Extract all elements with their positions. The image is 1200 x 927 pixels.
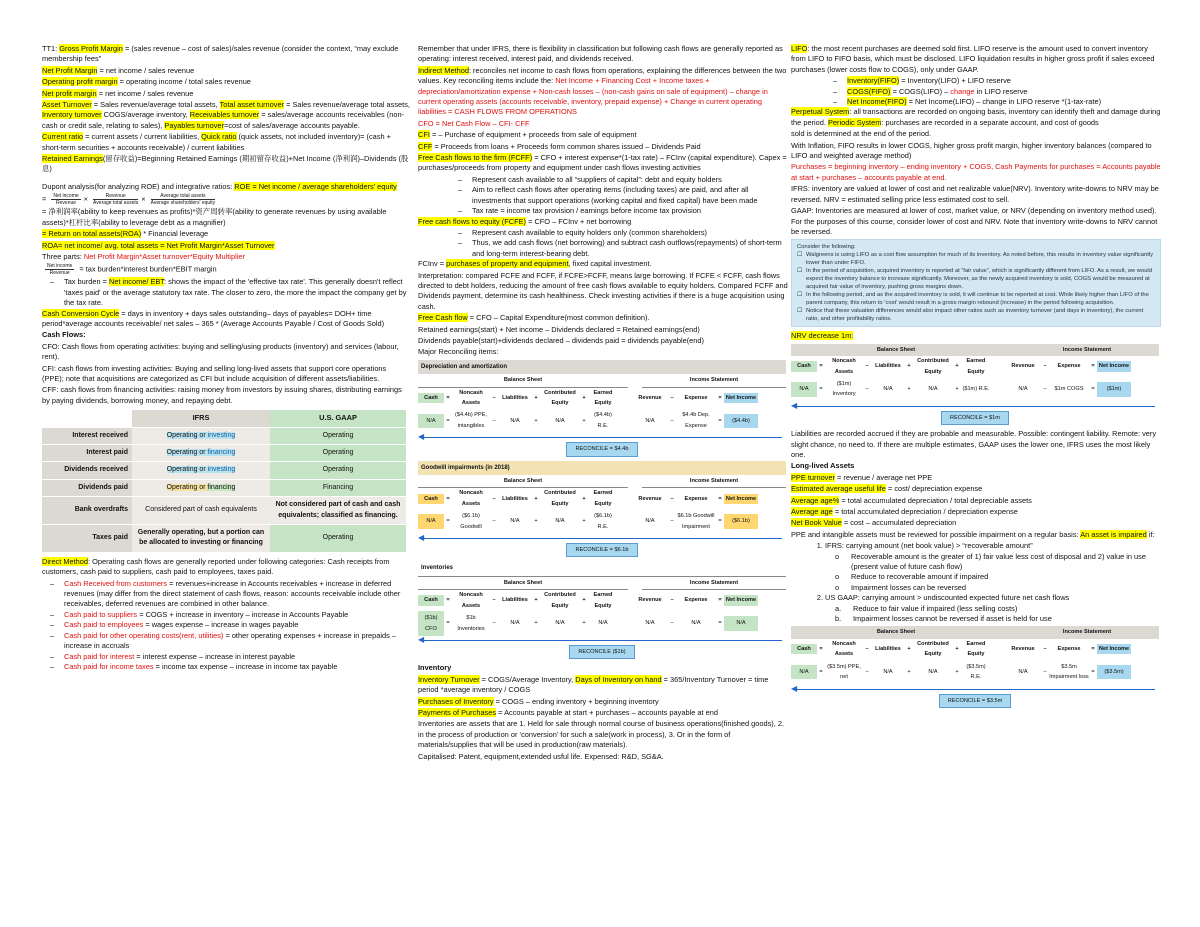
reconcile-label: RECONCILE = $1m	[941, 411, 1009, 425]
fcinv-definition: FCInv = purchases of property and equipment, fixed capital investment.	[418, 259, 652, 269]
list-item: – Represent cash available to all “suppliers of capital”: debt and equity holders	[472, 175, 788, 185]
dividends-roll: Dividends payable(start)+dividends declared – dividends paid = dividends payable(end)	[418, 335, 704, 345]
roa-leverage: = Return on total assets(ROA) * Financial leverage	[42, 229, 209, 239]
depreciation-diagram: Depreciation and amortization Balance Sheet Income Statement Cash = Noncash Assets – Liabilities + Contributed Equity + Earned Equity Revenue – Expense = Net Income N/A = ($4.4b) PPE, intangibles – N/A + N/A + ($4.4b) R.E. N/A – $4.4b Dep. Expense = ($4.4b) ◀ RECONCILE = $4.4b	[418, 360, 786, 457]
current-ratio: Current ratio = current assets / current liabilities, Quick ratio (quick assets, not included inventory)= (cash + short-term securities + accounts receivable) / current liabilities	[42, 132, 391, 152]
list-item: – Cash paid for income taxes = income tax expense – increase in income tax payable	[64, 662, 410, 672]
dupont-fractions: = $\frac{\text{Net income}}{\text{Revenue}}$ × $\frac{\text{Revenue}}{\text{Average total assets}}$ × $\frac{\text{Average total assets}}{\text{Average shareholders' equity}}$	[42, 193, 216, 207]
inventory-heading: Inventory	[418, 663, 452, 673]
list-item: – Cash paid to employees = wages expense – increase in wages payable	[64, 620, 410, 630]
ifrs-nrv: IFRS: inventory are valued at lower of cost and net realizable value(NRV). Inventory write-downs to NRV may be reversed. NRV = estimated selling price less estimated cost to sell.	[791, 184, 1159, 204]
list-item: – Cash paid for other operating costs(rent, utilities) = other operating expenses + increase in prepaids – increase in accruals	[64, 631, 410, 652]
inflation-note: With Inflation, FIFO results in lower COGS, higher gross profit margin, higher inventory balances (compared to LIFO and weighted average method)	[791, 140, 1152, 161]
asset-turnover: Asset Turnover = Sales revenue/average total assets, Total asset turnover = Sales revenue/average total assets, Inventory turnover COGS/average inventory, Receivables turnover = sales/average accounts receivables (non-cash or credit sale, relating to sales), Payables turnover=cost of sales/average accounts payable.	[42, 100, 410, 130]
list-item: – Represent cash available to equity holders only (common shareholders)	[472, 228, 788, 238]
walgreens-note-box	[791, 239, 1161, 327]
reconcile-label: RECONCILE = $6.1b	[566, 543, 637, 557]
ppe-impairment-diagram: Balance Sheet Income Statement Cash = Noncash Assets – Liabilities + Contributed Equity + Earned Equity Revenue – Expense = Net Income N/A = ($3.5m) PPE, net – N/A + N/A + ($3.5m) R.E. N/A – $3.5m Impairment loss = ($3.5m) ◀ RECONCILE = $3.5m	[791, 626, 1159, 707]
fcff-formula: Free Cash flows to the firm (FCFF) = CFO + interest expense*(1-tax rate) – FCInv (capital expenditure). Capex = purchases/proceeds from property and equipment under cash flows investing activities	[418, 153, 787, 173]
list-item: 2. US GAAP: carrying amount > undiscounted expected future net cash flows	[825, 593, 1161, 603]
inventory-turnover: Inventory Turnover = COGS/Average Inventory, Days of Inventory on hand = 365/Inventory Turnover = time period *average inventory / COGS	[418, 674, 769, 695]
inventories-diagram: Inventories Balance Sheet Income Statement Cash = Noncash Assets – Liabilities + Contributed Equity + Earned Equity Revenue – Expense = Net Income ($1b) CFO = $1b Inventories – N/A + N/A + N/A N/A – N/A = N/A ◀ RECONCILE ($1b)	[418, 561, 786, 659]
column-3	[791, 44, 1161, 712]
purchases-of-inventory: Purchases of Inventory = COGS – ending inventory + beginning inventory	[418, 696, 659, 706]
three-parts: Three parts: Net Profit Margin*Asset turnover*Equity Multiplier	[42, 251, 245, 261]
dupont-analysis: Dupont analysis(for analyzing ROE) and integrative ratios: ROE = Net income / average shareholders’ equity	[42, 181, 397, 191]
list-item: – Net Income(FIFO) = Net Income(LIFO) – change in LIFO reserve *(1-tax-rate)	[847, 97, 1161, 107]
indirect-method: Indirect Method: reconciles net income to cash flows from operations, explaining the differences between the two values. Key reconciling items include the: Net Income + Financing Cost + Income taxes + depreciation/amortization expense + Non-cash losses – (non-cash gains on sale of equipment) – change in current operating assets (accounts receivable, inventory, prepaid expense) + Change in current operating liabilities = CASH FLOWS FROM OPERATIONS	[418, 65, 787, 117]
net-profit-margin-2: Net profit margin = net income / sales revenue	[42, 88, 194, 98]
cff-definition: CFF: cash flows from financing activities: raising money from investors by issuing shares, distributing earnings by paying dividends, borrowing money, and repaying debt.	[42, 385, 402, 405]
roe-decomposition: = 净利润率(ability to keep revenues as profits)*资产周转率(ability to generate revenues by using available assets)*杠杆比率(ability to leverage debt as a magnifier)	[42, 207, 387, 227]
goodwill-diagram: Goodwill impairments (in 2018) Balance Sheet Income Statement Cash = Noncash Assets – Liabilities + Contributed Equity + Earned Equity Revenue – Expense = Net Income N/A = ($6.1b) Goodwill – N/A + N/A + ($6.1b) R.E. N/A – $6.1b Goodwill Impairment = ($6.1b) ◀ RECONCILE = $6.1b	[418, 461, 786, 558]
note-item: ☐ Walgreens is using LIFO as a cost flow assumption for much of its inventory. As noted before, this results in inventory value significantly lower than under FIFO.	[797, 251, 1155, 267]
payments-of-purchases: Payments of Purchases = Accounts payable at start + purchases – accounts payable at end	[418, 707, 718, 717]
retained-earnings: Retained Earnings(留存收益)=Beginning Retained Earnings (期初留存收益)+Net Income (净利润)–Dividends (股息)	[42, 154, 409, 174]
reconcile-label: RECONCILE = $3.5m	[939, 694, 1012, 708]
list-subitem: o Impairment losses can be reversed	[791, 583, 1161, 593]
liabilities-note: Liabilities are recorded accrued if they are probable and measurable. Possible: contingent liability. Remote: very slight chance, no need to. If there are multiple estimates, GAAP uses the lower one, IFRS uses the most likely one.	[791, 429, 1157, 459]
impairment-list-2	[791, 593, 1161, 603]
gross-profit-margin: TT1: Gross Profit Margin = (sales revenue – cost of sales)/sales revenue (consider the context, “may exclude membership fees”	[42, 44, 399, 64]
table-row: Taxes paid Generally operating, but a portion can be allocated to investing or financing Operating	[42, 525, 406, 552]
net-book-value: Net Book Value = cost – accumulated depreciation	[791, 518, 957, 528]
free-cash-flow: Free Cash flow = CFO – Capital Expenditure(most common definition).	[418, 313, 650, 323]
note-item: ☐ In the following period, and as the acquired inventory is sold, it will continue to be reported at cost. While likely higher than LIFO of the parent company, this return to ‘cost’ would result in a gross margin rebound (increase) in the period following acquisition.	[797, 291, 1155, 307]
major-reconciling-heading: Major Reconciling items:	[418, 347, 499, 357]
direct-method-list	[42, 579, 410, 673]
impairment-list	[791, 541, 1161, 551]
impairment-intro: PPE and intangible assets must be reviewed for possible impairment on a regular basis: An asset is impaired if:	[791, 529, 1155, 539]
table-row: Dividends received Operating or investing Operating	[42, 462, 406, 479]
list-item: – COGS(FIFO) = COGS(LIFO) – change in LIFO reserve	[847, 87, 1161, 97]
list-item: – Cash paid to suppliers = COGS + increase in inventory – increase in Accounts Payable	[64, 610, 410, 620]
cfi-formula: CFI = – Purchase of equipment + proceeds from sale of equipment	[418, 130, 637, 140]
list-item: – Aim to reflect cash flows after operating items (including taxes) are paid, and after all investments that support operations (working capital and fixed capital) have been made	[472, 185, 788, 206]
table-row: Dividends paid Operating or financing Financing	[42, 479, 406, 496]
ifrs-gaap-table	[42, 410, 406, 552]
list-item: – Tax rate = income tax provision / earnings before income tax provision	[472, 206, 788, 216]
reconcile-arrow	[418, 534, 786, 543]
column-2	[418, 44, 788, 763]
reconcile-arrow	[791, 402, 1159, 411]
estimated-useful-life: Estimated average useful life = cost/ depreciation expense	[791, 484, 983, 494]
column-1	[42, 44, 410, 672]
periodic-sold-line: sold is determined at the end of the period.	[791, 129, 932, 139]
ifrs-header: IFRS	[132, 410, 270, 427]
inventory-definition: Inventories are assets that are 1. Held for sale through normal course of business operations(finished goods), 2. in the process of production or ‘conversion’ for such a sale(work in process), 3. Or in the form of materials/supplies that will be used in production(raw materials).	[418, 719, 785, 750]
list-subitem: o Reduce to recoverable amount if impaired	[791, 572, 1161, 582]
tax-burden-list	[42, 277, 410, 308]
tax-burden: – Tax burden = Net income/ EBT: shows the impact of the 'effective tax rate'. This generally doesn't reflect 'taxes paid' or the average statutory tax rate. The closer to zero, the more the impact the company get by the tax rate.	[64, 277, 410, 308]
note-item: ☐ Notice that these valuation differences would also impact other ratios such as inventory turnover (and days in inventory), the current ratio, and other profitability ratios.	[797, 307, 1155, 323]
cash-flows-heading: Cash Flows:	[42, 330, 86, 340]
lifo-list	[791, 76, 1161, 107]
cff-formula: CFF = Proceeds from loans + Proceeds form common shares issued – Dividends Paid	[418, 141, 701, 151]
reconcile-label: RECONCILE ($1b)	[569, 645, 634, 659]
direct-method: Direct Method: Operating cash flows are generally reported under following categories: Cash receipts from customers, cash paid to suppliers, cash paid to employees, taxes paid.	[42, 556, 390, 577]
ppe-turnover: PPE turnover = revenue / average net PPE	[791, 472, 933, 482]
net-profit-margin: Net Profit Margin = net income / sales revenue	[42, 65, 195, 75]
gaap-header: U.S. GAAP	[270, 410, 406, 427]
cfi-definition: CFI: cash flows from investing activities: Buying and selling long-lived assets that support core operations (PPE); note that acquisitions are categorized as CFI but include acquisition of different assets/liabilities.	[42, 363, 387, 383]
perpetual-system: Perpetual System: all transactions are recorded on ongoing basis, inventory can identify theft and damage during the period. Periodic System: purchases are recorded in a separate account, and cost of goods	[791, 107, 1161, 127]
table-row: Bank overdrafts Considered part of cash equivalents Not considered part of cash and cash equivalents; classified as financing.	[42, 497, 406, 525]
note-item: ☐ In the period of acquisition, acquired inventory is reported at “fair value”, which is significantly different from LIFO. As a result, we would expect the inventory balance to increase significantly. Moreover, as the newly acquired inventory is sold, COGS would be measured at acquired fair value of inventory, pushing gross margins down.	[797, 267, 1155, 291]
list-subitem: a. Reduce to fair value if impaired (less selling costs)	[835, 603, 1018, 613]
ifrs-remember: Remember that under IFRS, there is flexibility in classification but following cash flows are generally reported as operating: interest received, interest paid, and dividends received.	[418, 44, 783, 64]
note-title: Consider the following:	[797, 244, 856, 251]
nrv-decrease-heading: NRV decrease 1m:	[791, 331, 854, 341]
reconcile-arrow	[418, 636, 786, 645]
fcff-list	[418, 175, 788, 217]
roa-formula: ROA= net income/ avg. total assets = Net Profit Margin*Asset Turnover	[42, 240, 275, 250]
reconcile-label: RECONCILE = $4.4b	[566, 442, 637, 456]
reconcile-arrow	[418, 433, 786, 442]
capitalised-vs-expensed: Capitalised: Patent, equipment,extended usful life. Expensed: R&D, SG&A.	[418, 751, 664, 761]
fcfe-list	[418, 228, 788, 259]
average-age: Average age = total accumulated depreciation / depreciation expense	[791, 507, 1018, 516]
purchases-formula: Purchases = beginning inventory – ending inventory + COGS, Cash Payments for purchases = Accounts payable at start + purchases – accounts payable at end.	[791, 162, 1161, 182]
diagram-title: Goodwill impairments (in 2018)	[418, 461, 786, 475]
list-item: – Inventory(FIFO) = Inventory(LIFO) + LIFO reserve	[847, 76, 1161, 86]
table-row: Interest paid Operating or financing Operating	[42, 445, 406, 462]
list-item: – Cash paid for interest = interest expense – increase in interest payable	[64, 652, 410, 662]
cash-conversion-cycle: Cash Conversion Cycle = days in inventory + days sales outstanding– days of payables= DOH+ time period*average accounts receivable/ net sales – 365 * (Average Accounts Payable / Cost of Goods Sold)	[42, 308, 385, 328]
gaap-nrv: GAAP: Inventories are measured at lower of cost, market value, or NRV (depending on inventory method used). For the purposes of this course, consider lower of cost and NRV. Note that inventory write-downs to NRV cannot be reversed.	[791, 206, 1158, 236]
nrv-diagram: Balance Sheet Income Statement Cash = Noncash Assets – Liabilities + Contributed Equity + Earned Equity Revenue – Expense = Net Income N/A = ($1m) Inventory – N/A + N/A + ($1m) R.E. N/A – $1m COGS = ($1m) ◀ RECONCILE = $1m	[791, 344, 1159, 425]
list-item: – Cash Received from customers = revenues+increase in Accounts receivables + increase in deferred revenues (may differ from the direct statement of cash flows, reason: accounts receivable include other receivables, deferred revenues are combined in other balance.	[64, 579, 410, 610]
table-row: Interest received Operating or investing Operating	[42, 427, 406, 444]
diagram-title: Inventories	[418, 561, 786, 576]
cfo-formula: CFO = Net Cash Flow – CFI- CFF	[418, 118, 530, 128]
tax-burden-chain: $\frac{\text{Net income}}{\text{Revenue}}$ = tax burden*interest burden*EBIT margin	[47, 263, 217, 277]
long-lived-assets-heading: Long-lived Assets	[791, 461, 855, 471]
retained-earnings-roll: Retained earnings(start) + Net income – Dividends declared = Retained earnings(end)	[418, 324, 700, 334]
diagram-title: Depreciation and amortization	[418, 360, 786, 374]
reconcile-arrow	[791, 685, 1159, 694]
operating-profit-margin: Operating profit margin = operating income / total sales revenue	[42, 77, 251, 87]
list-subitem: o Recoverable amount is the greater of 1) fair value less cost of disposal and 2) value in use (present value of future cash flow)	[791, 552, 1161, 573]
list-subitem: b. Impairment losses cannot be reversed if asset is held for use	[835, 614, 1052, 624]
average-age-percent: Average age% = total accumulated depreciation / total depreciable assets	[791, 495, 1032, 505]
list-item: 1. IFRS: carrying amount (net book value) > “recoverable amount”	[825, 541, 1161, 551]
cfo-definition: CFO: Cash flows from operating activities: buying and selling/using products (inventory) and services (labour, rent).	[42, 341, 399, 362]
list-item: – Thus, we add cash flows (net borrowing) and subtract cash outflows(repayments) of short-term and long-term interest-bearing debt.	[472, 238, 788, 259]
interpretation: Interpretation: compared FCFE and FCFF, if FCFE>FCFF, means large borrowing. If FCFE < FCFF, cash flows directed to debt holders, reducing the amount of free cash flows available to equity holders. Compared FCFF and Dividends payment, determine its cash healthiness. Check investing activities if there is a huge acquisition using cash.	[418, 270, 788, 311]
lifo-definition: LIFO: the most recent purchases are deemed sold first. LIFO reserve is the amount used to convert inventory from LIFO to FIFO basis, which must be disclosed. LIFO liquidation results in higher gross profit if sales exceed purchases (lower costs flow to COGS), only under GAAP.	[791, 44, 1155, 74]
fcfe-formula: Free cash flows to equity (FCFE) = CFO – FCInv + net borrowing	[418, 216, 632, 226]
